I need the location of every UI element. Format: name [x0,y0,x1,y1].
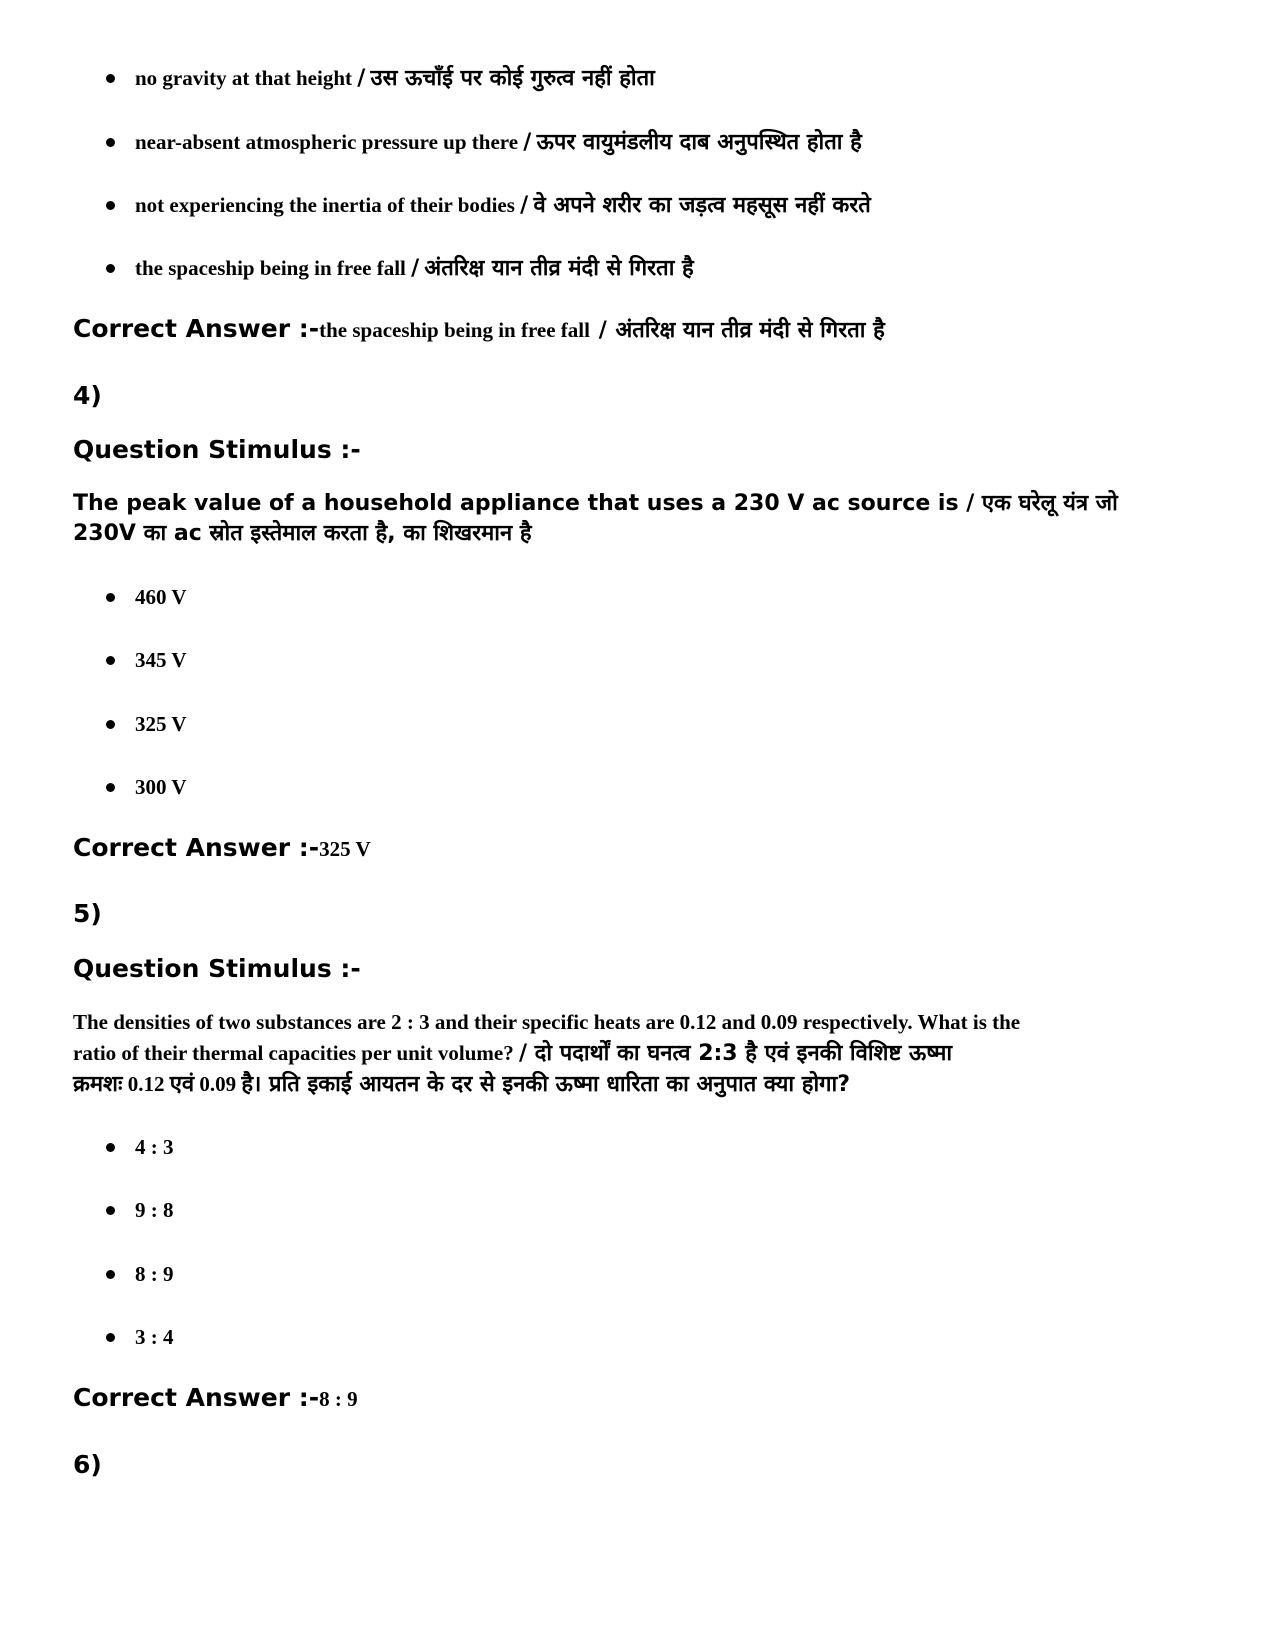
bullet-icon [106,656,115,665]
bullet-icon [106,1206,115,1215]
q4-option-2: 345 V [106,646,187,674]
bullet-icon [106,720,115,729]
bullet-icon [106,74,115,83]
q3-option-1: no gravity at that height / उस ऊचाँई पर कोई गुरुत्व नहीं होता [106,64,655,93]
q5-option-4: 3 : 4 [106,1323,174,1351]
q3-option-2: near-absent atmospheric pressure up there / ऊपर वायुमंडलीय दाब अनुपस्थित होता है [106,128,862,157]
bullet-icon [106,783,115,792]
q5-option-3: 8 : 9 [106,1260,174,1288]
q4-stimulus: The peak value of a household appliance that uses a 230 V ac source is / एक घरेलू यंत्र जो 230V का ac स्रोत इस्तेमाल करता है, का शिखरमान है [73,491,1118,546]
q6-number: 6) [73,1450,102,1479]
q5-option-2: 9 : 8 [106,1196,174,1224]
q5-stimulus-label: Question Stimulus :- [73,954,361,983]
bullet-icon [106,138,115,147]
q4-option-3: 325 V [106,710,187,738]
q3-option-3: not experiencing the inertia of their bodies / वे अपने शरीर का जड़त्व महसूस नहीं करते [106,191,871,220]
q4-stimulus-label: Question Stimulus :- [73,435,361,464]
q5-option-1: 4 : 3 [106,1133,174,1161]
q3-correct-answer: Correct Answer :-the spaceship being in free fall / अंतरिक्ष यान तीव्र मंदी से गिरता है [73,314,885,343]
q5-number: 5) [73,899,102,928]
bullet-icon [106,593,115,602]
bullet-icon [106,264,115,273]
q4-option-1: 460 V [106,583,187,611]
q4-option-4: 300 V [106,773,187,801]
q4-correct-answer: Correct Answer :-325 V [73,833,371,862]
q5-stimulus: The densities of two substances are 2 : 3 and their specific heats are 0.12 and 0.09 respectively. What is the ratio of their thermal capacities per unit volume? / दो पदार्थों का घनत्व 2:3 है एवं इनकी विशिष्ट ऊष्मा क्रमशः 0.12 एवं 0.09 है। प्रति इकाई आयतन के दर से इनकी ऊष्मा धारिता का अनुपात क्या होगा? [73,1010,1021,1097]
q4-number: 4) [73,381,102,410]
bullet-icon [106,1270,115,1279]
bullet-icon [106,1143,115,1152]
bullet-icon [106,1333,115,1342]
q3-option-4: the spaceship being in free fall / अंतरिक्ष यान तीव्र मंदी से गिरता है [106,254,694,283]
bullet-icon [106,201,115,210]
q5-correct-answer: Correct Answer :-8 : 9 [73,1383,358,1412]
